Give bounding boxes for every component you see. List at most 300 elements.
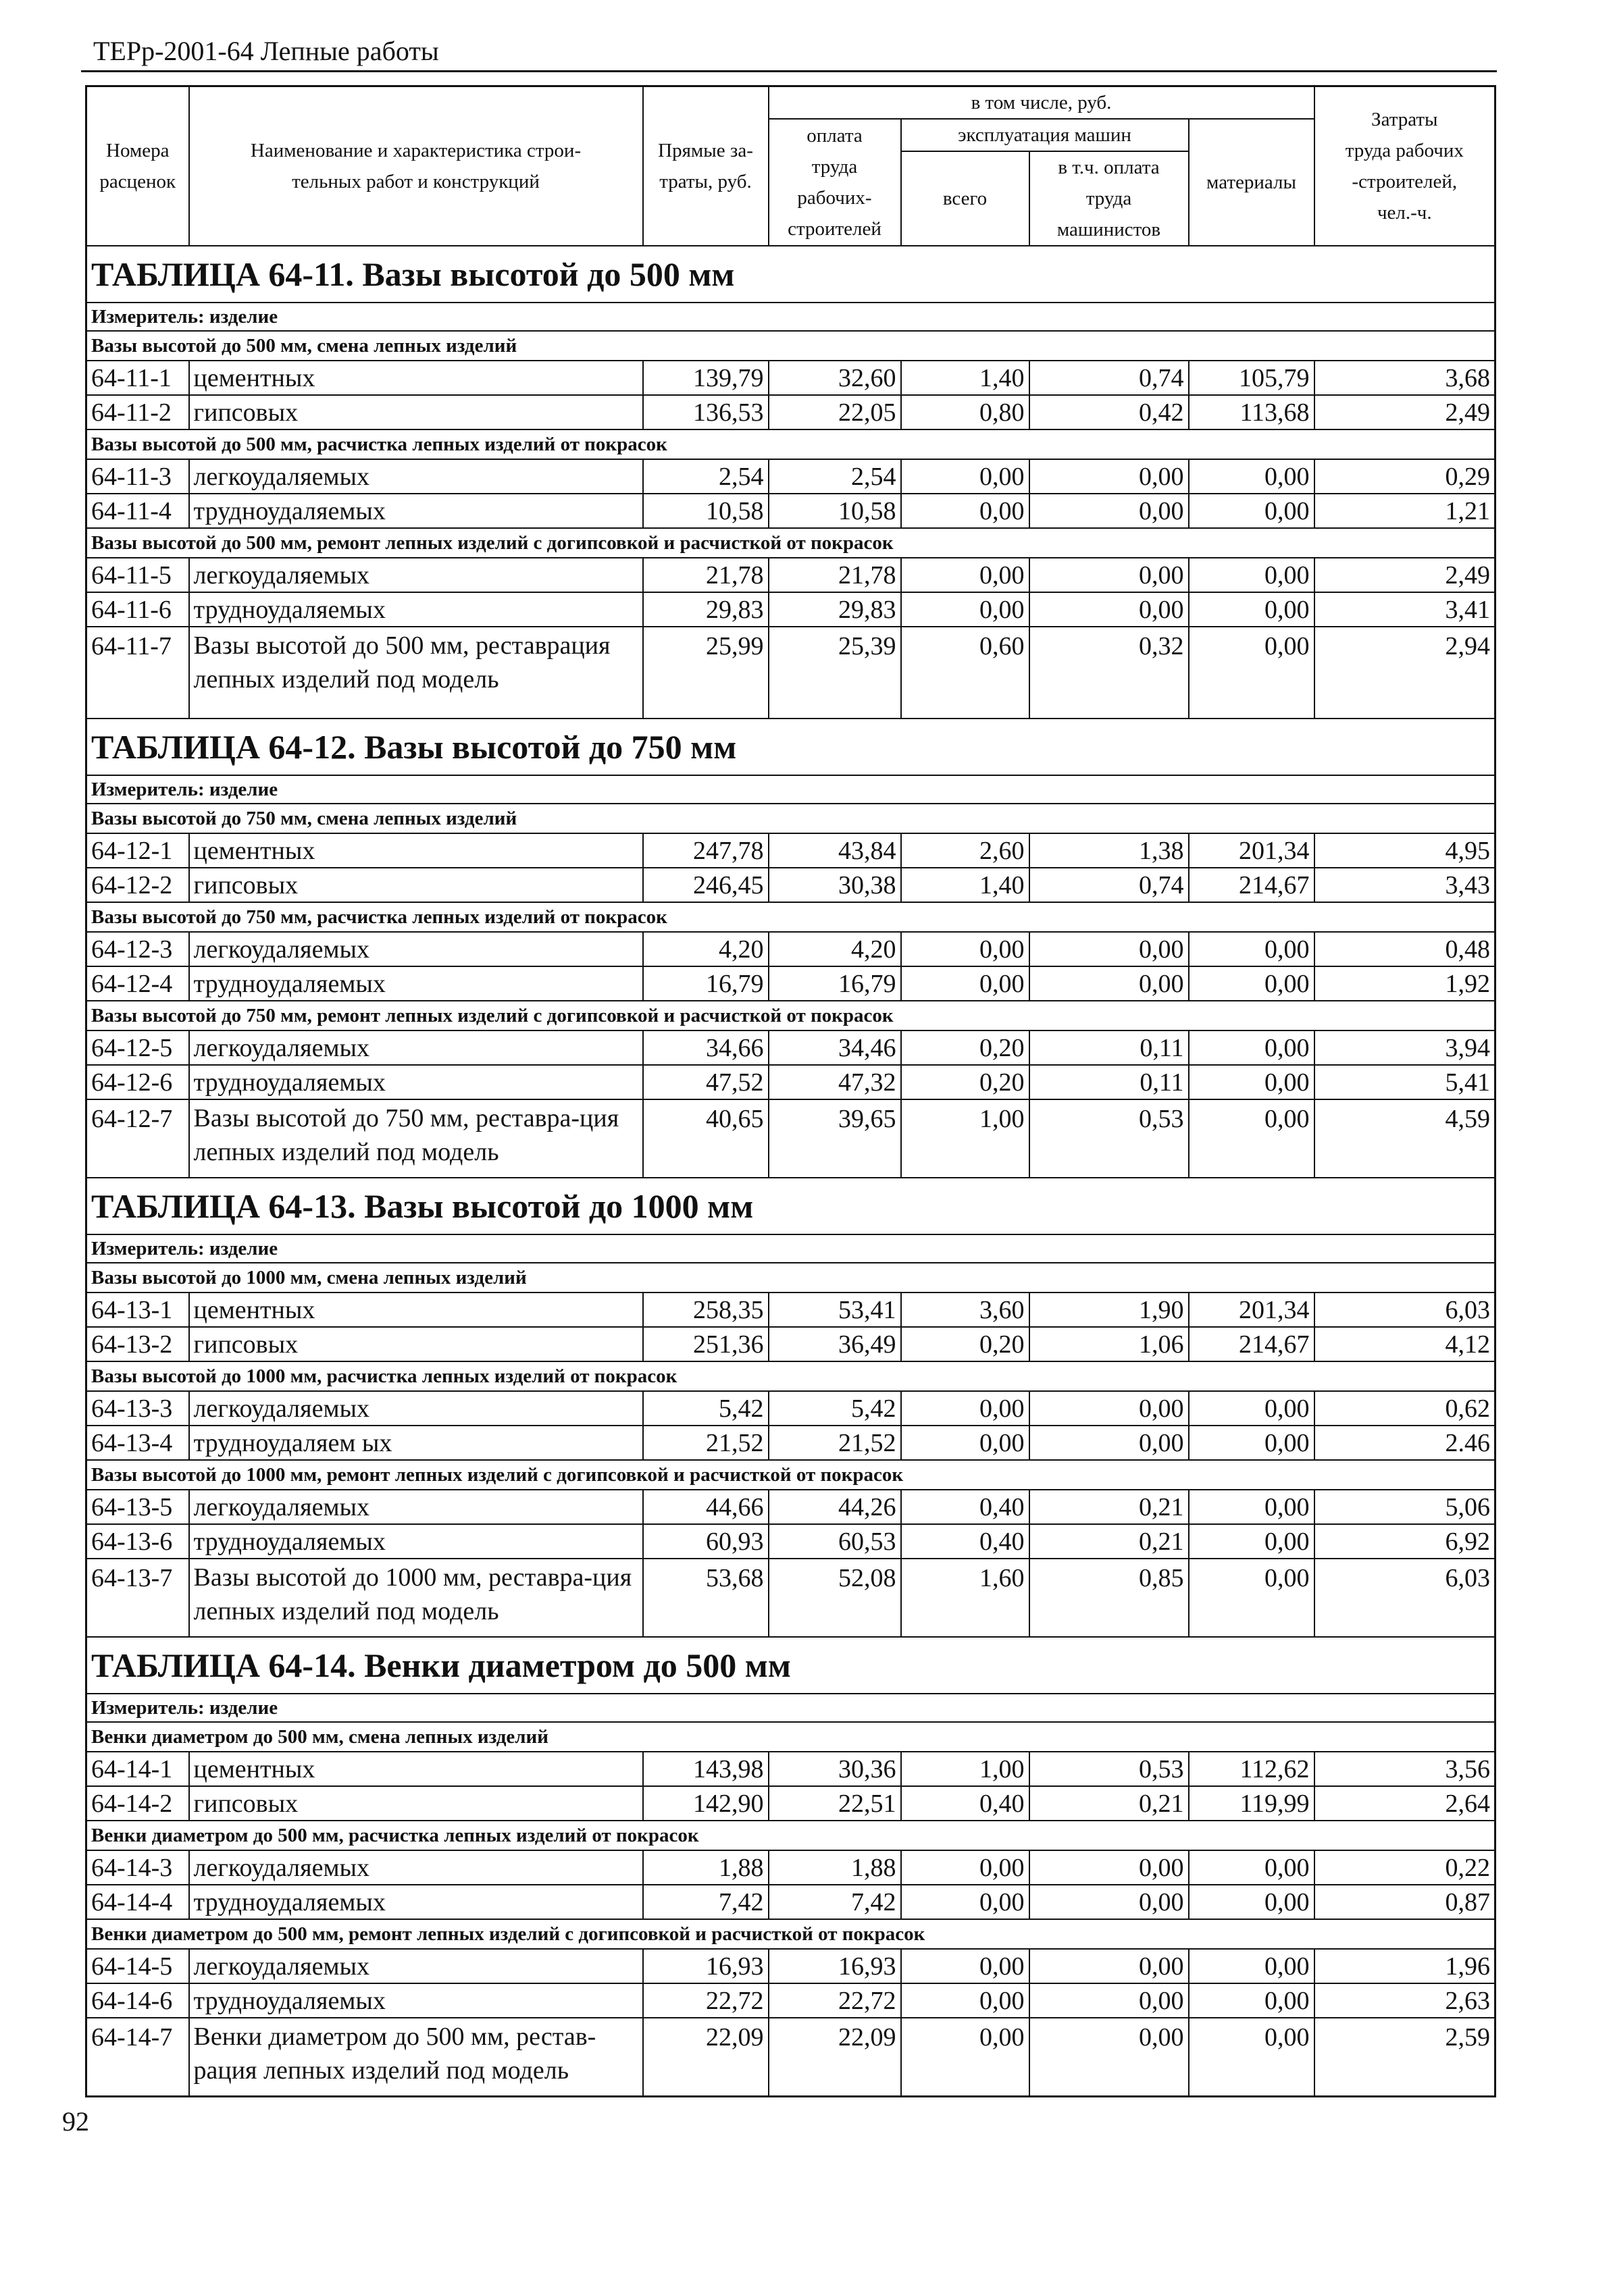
value-cell: 5,41 (1314, 1065, 1495, 1099)
col-header-materials: материалы (1189, 119, 1314, 246)
rate-code: 64-12-6 (86, 1065, 189, 1099)
value-cell: 0,00 (1189, 592, 1314, 627)
value-cell: 5,42 (769, 1391, 901, 1426)
value-cell: 30,36 (769, 1752, 901, 1786)
value-cell: 36,49 (769, 1327, 901, 1361)
table-row (86, 1030, 1495, 1065)
work-name: легкоудаляемых (189, 932, 643, 966)
value-cell: 0,00 (1029, 592, 1189, 627)
table-row (86, 1949, 1495, 1983)
value-cell: 2,59 (1314, 2018, 1495, 2097)
group-label: Вазы высотой до 500 мм, смена лепных изделий (86, 331, 1495, 361)
value-cell: 0,00 (1189, 2018, 1314, 2097)
table-row (86, 1983, 1495, 2018)
value-cell: 40,65 (643, 1099, 769, 1178)
value-cell: 60,93 (643, 1524, 769, 1559)
meter-row (86, 775, 1495, 804)
rate-code: 64-12-1 (86, 833, 189, 868)
value-cell: 0,53 (1029, 1099, 1189, 1178)
value-cell: 0,00 (901, 494, 1029, 528)
table-meter: Измеритель: изделие (86, 303, 1495, 331)
group-row (86, 902, 1495, 932)
group-label: Вазы высотой до 1000 мм, смена лепных изделий (86, 1263, 1495, 1293)
value-cell: 2,49 (1314, 558, 1495, 592)
value-cell: 0,00 (1029, 2018, 1189, 2097)
value-cell: 4,95 (1314, 833, 1495, 868)
value-cell: 2,94 (1314, 627, 1495, 719)
rate-code: 64-12-5 (86, 1030, 189, 1065)
value-cell: 0,00 (901, 966, 1029, 1001)
group-label: Вазы высотой до 750 мм, ремонт лепных изделий с догипсовкой и расчисткой от покрасок (86, 1001, 1495, 1030)
group-label: Венки диаметром до 500 мм, расчистка лепных изделий от покрасок (86, 1821, 1495, 1850)
header-rule (81, 70, 1497, 72)
rate-code: 64-14-4 (86, 1885, 189, 1919)
table-row (86, 395, 1495, 429)
value-cell: 16,93 (643, 1949, 769, 1983)
rate-code: 64-13-6 (86, 1524, 189, 1559)
rate-code: 64-13-5 (86, 1490, 189, 1524)
table-row (86, 1293, 1495, 1327)
value-cell: 34,66 (643, 1030, 769, 1065)
value-cell: 16,79 (769, 966, 901, 1001)
group-row (86, 331, 1495, 361)
value-cell: 0,00 (1029, 1850, 1189, 1885)
work-name: Венки диаметром до 500 мм, рестав-рация лепных изделий под модель (189, 2018, 643, 2097)
table-row (86, 966, 1495, 1001)
value-cell: 0,00 (1189, 1949, 1314, 1983)
work-name: легкоудаляемых (189, 1490, 643, 1524)
table-row (86, 1065, 1495, 1099)
value-cell: 0,00 (1189, 627, 1314, 719)
work-name: трудноудаляем ых (189, 1426, 643, 1460)
value-cell: 0,00 (1189, 1099, 1314, 1178)
page-number: 92 (62, 2106, 89, 2137)
value-cell: 44,66 (643, 1490, 769, 1524)
table-title-row (86, 1637, 1495, 1694)
value-cell: 0,21 (1029, 1786, 1189, 1821)
page-header: ТЕРр-2001-64 Лепные работы (93, 36, 439, 66)
value-cell: 3,60 (901, 1293, 1029, 1327)
col-header-direct: Прямые за- траты, руб. (643, 86, 769, 246)
value-cell: 0,20 (901, 1030, 1029, 1065)
table-row (86, 627, 1495, 719)
col-header-mach-wages: в т.ч. оплата труда машинистов (1029, 151, 1189, 246)
value-cell: 0,21 (1029, 1524, 1189, 1559)
value-cell: 0,00 (901, 932, 1029, 966)
value-cell: 113,68 (1189, 395, 1314, 429)
value-cell: 2,64 (1314, 1786, 1495, 1821)
value-cell: 4,20 (769, 932, 901, 966)
value-cell: 0,74 (1029, 361, 1189, 395)
value-cell: 1,90 (1029, 1293, 1189, 1327)
rate-code: 64-14-2 (86, 1786, 189, 1821)
value-cell: 1,88 (643, 1850, 769, 1885)
table-row (86, 1327, 1495, 1361)
value-cell: 0,00 (1189, 1426, 1314, 1460)
col-header-wages: оплата труда рабочих- строителей (769, 119, 901, 246)
rate-code: 64-11-7 (86, 627, 189, 719)
table-title-row (86, 1178, 1495, 1234)
work-name: трудноудаляемых (189, 966, 643, 1001)
col-header-machines: эксплуатация машин (901, 119, 1189, 151)
value-cell: 0,53 (1029, 1752, 1189, 1786)
rate-code: 64-12-3 (86, 932, 189, 966)
value-cell: 1,40 (901, 361, 1029, 395)
value-cell: 0,00 (901, 1983, 1029, 2018)
value-cell: 0,00 (1029, 558, 1189, 592)
value-cell: 0,00 (1189, 558, 1314, 592)
table-row (86, 932, 1495, 966)
work-name: цементных (189, 1293, 643, 1327)
value-cell: 2,54 (769, 459, 901, 494)
work-name: легкоудаляемых (189, 1949, 643, 1983)
rate-code: 64-12-2 (86, 868, 189, 902)
value-cell: 0,32 (1029, 627, 1189, 719)
work-name: легкоудаляемых (189, 558, 643, 592)
value-cell: 30,38 (769, 868, 901, 902)
value-cell: 0,40 (901, 1524, 1029, 1559)
value-cell: 21,52 (643, 1426, 769, 1460)
value-cell: 16,93 (769, 1949, 901, 1983)
work-name: трудноудаляемых (189, 592, 643, 627)
value-cell: 5,42 (643, 1391, 769, 1426)
value-cell: 1,96 (1314, 1949, 1495, 1983)
value-cell: 0,87 (1314, 1885, 1495, 1919)
table-row (86, 1752, 1495, 1786)
table-body (86, 246, 1495, 2097)
value-cell: 246,45 (643, 868, 769, 902)
value-cell: 0,00 (901, 558, 1029, 592)
table-title: ТАБЛИЦА 64-11. Вазы высотой до 500 мм (86, 246, 1495, 303)
value-cell: 0,48 (1314, 932, 1495, 966)
value-cell: 0,74 (1029, 868, 1189, 902)
value-cell: 112,62 (1189, 1752, 1314, 1786)
value-cell: 0,00 (1189, 1885, 1314, 1919)
value-cell: 22,09 (643, 2018, 769, 2097)
value-cell: 5,06 (1314, 1490, 1495, 1524)
table-meter: Измеритель: изделие (86, 775, 1495, 804)
group-label: Вазы высотой до 750 мм, смена лепных изделий (86, 804, 1495, 833)
table-row (86, 1786, 1495, 1821)
table-row (86, 2018, 1495, 2097)
value-cell: 201,34 (1189, 1293, 1314, 1327)
value-cell: 47,32 (769, 1065, 901, 1099)
value-cell: 0,00 (1189, 1850, 1314, 1885)
value-cell: 0,22 (1314, 1850, 1495, 1885)
value-cell: 0,20 (901, 1327, 1029, 1361)
group-row (86, 1919, 1495, 1949)
table-row (86, 1850, 1495, 1885)
work-name: цементных (189, 361, 643, 395)
value-cell: 201,34 (1189, 833, 1314, 868)
rate-code: 64-11-4 (86, 494, 189, 528)
value-cell: 2.46 (1314, 1426, 1495, 1460)
value-cell: 0,00 (901, 1850, 1029, 1885)
rate-code: 64-14-6 (86, 1983, 189, 2018)
value-cell: 0,00 (901, 1426, 1029, 1460)
value-cell: 53,41 (769, 1293, 901, 1327)
rate-code: 64-11-1 (86, 361, 189, 395)
col-header-incl: в том числе, руб. (769, 86, 1314, 120)
group-label: Венки диаметром до 500 мм, смена лепных изделий (86, 1722, 1495, 1752)
value-cell: 247,78 (643, 833, 769, 868)
rate-code: 64-13-3 (86, 1391, 189, 1426)
value-cell: 0,40 (901, 1786, 1029, 1821)
value-cell: 22,05 (769, 395, 901, 429)
value-cell: 3,94 (1314, 1030, 1495, 1065)
value-cell: 258,35 (643, 1293, 769, 1327)
rate-code: 64-13-7 (86, 1559, 189, 1637)
value-cell: 6,03 (1314, 1293, 1495, 1327)
value-cell: 1,38 (1029, 833, 1189, 868)
value-cell: 0,00 (901, 2018, 1029, 2097)
value-cell: 3,43 (1314, 868, 1495, 902)
value-cell: 10,58 (643, 494, 769, 528)
value-cell: 139,79 (643, 361, 769, 395)
value-cell: 0,00 (1189, 1983, 1314, 2018)
value-cell: 0,00 (1189, 1490, 1314, 1524)
value-cell: 0,00 (1189, 1524, 1314, 1559)
group-label: Вазы высотой до 1000 мм, расчистка лепных изделий от покрасок (86, 1361, 1495, 1391)
value-cell: 0,00 (1189, 1391, 1314, 1426)
group-label: Вазы высотой до 500 мм, расчистка лепных изделий от покрасок (86, 429, 1495, 459)
value-cell: 0,29 (1314, 459, 1495, 494)
value-cell: 0,85 (1029, 1559, 1189, 1637)
value-cell: 22,09 (769, 2018, 901, 2097)
group-row (86, 528, 1495, 558)
value-cell: 0,00 (901, 1949, 1029, 1983)
value-cell: 6,03 (1314, 1559, 1495, 1637)
value-cell: 0,20 (901, 1065, 1029, 1099)
col-header-name: Наименование и характеристика строи- тельных работ и конструкций (189, 86, 643, 246)
work-name: легкоудаляемых (189, 459, 643, 494)
work-name: легкоудаляемых (189, 1391, 643, 1426)
meter-row (86, 1234, 1495, 1263)
col-header-labor: Затраты труда рабочих -строителей, чел.-ч. (1314, 86, 1495, 246)
col-header-code: Номера расценок (86, 86, 189, 246)
col-header-mach-total: всего (901, 151, 1029, 246)
work-name: Вазы высотой до 750 мм, реставра-ция лепных изделий под модель (189, 1099, 643, 1178)
table-title-row (86, 719, 1495, 775)
rate-code: 64-11-3 (86, 459, 189, 494)
table-row (86, 558, 1495, 592)
value-cell: 53,68 (643, 1559, 769, 1637)
value-cell: 143,98 (643, 1752, 769, 1786)
value-cell: 0,00 (901, 459, 1029, 494)
table-row (86, 459, 1495, 494)
group-row (86, 429, 1495, 459)
group-row (86, 804, 1495, 833)
value-cell: 2,63 (1314, 1983, 1495, 2018)
table-meter: Измеритель: изделие (86, 1694, 1495, 1722)
value-cell: 6,92 (1314, 1524, 1495, 1559)
value-cell: 0,00 (1029, 932, 1189, 966)
value-cell: 39,65 (769, 1099, 901, 1178)
value-cell: 0,00 (1189, 459, 1314, 494)
value-cell: 0,00 (1029, 1426, 1189, 1460)
table-title: ТАБЛИЦА 64-12. Вазы высотой до 750 мм (86, 719, 1495, 775)
work-name: цементных (189, 1752, 643, 1786)
table-row (86, 1391, 1495, 1426)
value-cell: 52,08 (769, 1559, 901, 1637)
table-header (86, 86, 1495, 246)
value-cell: 0,00 (1189, 932, 1314, 966)
value-cell: 44,26 (769, 1490, 901, 1524)
value-cell: 4,59 (1314, 1099, 1495, 1178)
work-name: гипсовых (189, 868, 643, 902)
value-cell: 136,53 (643, 395, 769, 429)
value-cell: 32,60 (769, 361, 901, 395)
table-row (86, 1490, 1495, 1524)
value-cell: 0,11 (1029, 1030, 1189, 1065)
work-name: гипсовых (189, 395, 643, 429)
value-cell: 25,39 (769, 627, 901, 719)
value-cell: 0,00 (1189, 1065, 1314, 1099)
group-label: Венки диаметром до 500 мм, ремонт лепных изделий с догипсовкой и расчисткой от покрасок (86, 1919, 1495, 1949)
group-row (86, 1001, 1495, 1030)
value-cell: 0,00 (1189, 1559, 1314, 1637)
rate-code: 64-11-5 (86, 558, 189, 592)
value-cell: 29,83 (643, 592, 769, 627)
value-cell: 0,00 (901, 592, 1029, 627)
value-cell: 1,40 (901, 868, 1029, 902)
value-cell: 1,92 (1314, 966, 1495, 1001)
group-label: Вазы высотой до 750 мм, расчистка лепных изделий от покрасок (86, 902, 1495, 932)
value-cell: 21,52 (769, 1426, 901, 1460)
rate-code: 64-11-2 (86, 395, 189, 429)
table-meter: Измеритель: изделие (86, 1234, 1495, 1263)
value-cell: 1,00 (901, 1099, 1029, 1178)
table-title: ТАБЛИЦА 64-14. Венки диаметром до 500 мм (86, 1637, 1495, 1694)
rate-code: 64-14-1 (86, 1752, 189, 1786)
value-cell: 0,11 (1029, 1065, 1189, 1099)
value-cell: 22,72 (769, 1983, 901, 2018)
value-cell: 0,00 (1029, 1949, 1189, 1983)
group-row (86, 1460, 1495, 1490)
value-cell: 1,06 (1029, 1327, 1189, 1361)
work-name: трудноудаляемых (189, 1524, 643, 1559)
table-row (86, 1524, 1495, 1559)
work-name: трудноудаляемых (189, 1885, 643, 1919)
value-cell: 3,41 (1314, 592, 1495, 627)
value-cell: 43,84 (769, 833, 901, 868)
table-title-row (86, 246, 1495, 303)
rate-code: 64-12-7 (86, 1099, 189, 1178)
value-cell: 0,00 (901, 1885, 1029, 1919)
meter-row (86, 303, 1495, 331)
value-cell: 251,36 (643, 1327, 769, 1361)
value-cell: 4,20 (643, 932, 769, 966)
work-name: гипсовых (189, 1327, 643, 1361)
table-row (86, 833, 1495, 868)
value-cell: 0,00 (1189, 966, 1314, 1001)
value-cell: 0,21 (1029, 1490, 1189, 1524)
value-cell: 105,79 (1189, 361, 1314, 395)
value-cell: 0,80 (901, 395, 1029, 429)
work-name: Вазы высотой до 1000 мм, реставра-ция лепных изделий под модель (189, 1559, 643, 1637)
value-cell: 2,54 (643, 459, 769, 494)
value-cell: 3,68 (1314, 361, 1495, 395)
table-row (86, 1099, 1495, 1178)
value-cell: 0,60 (901, 627, 1029, 719)
value-cell: 0,00 (901, 1391, 1029, 1426)
value-cell: 60,53 (769, 1524, 901, 1559)
value-cell: 0,00 (1029, 1391, 1189, 1426)
value-cell: 22,72 (643, 1983, 769, 2018)
value-cell: 4,12 (1314, 1327, 1495, 1361)
rate-code: 64-14-3 (86, 1850, 189, 1885)
value-cell: 47,52 (643, 1065, 769, 1099)
value-cell: 0,00 (1029, 494, 1189, 528)
value-cell: 0,42 (1029, 395, 1189, 429)
value-cell: 1,21 (1314, 494, 1495, 528)
group-row (86, 1361, 1495, 1391)
value-cell: 2,49 (1314, 395, 1495, 429)
value-cell: 214,67 (1189, 1327, 1314, 1361)
value-cell: 142,90 (643, 1786, 769, 1821)
value-cell: 0,00 (1029, 1983, 1189, 2018)
value-cell: 21,78 (643, 558, 769, 592)
work-name: трудноудаляемых (189, 1983, 643, 2018)
value-cell: 0,00 (1029, 966, 1189, 1001)
value-cell: 0,40 (901, 1490, 1029, 1524)
work-name: легкоудаляемых (189, 1030, 643, 1065)
value-cell: 0,00 (1029, 459, 1189, 494)
value-cell: 0,00 (1029, 1885, 1189, 1919)
value-cell: 1,00 (901, 1752, 1029, 1786)
work-name: трудноудаляемых (189, 1065, 643, 1099)
value-cell: 29,83 (769, 592, 901, 627)
value-cell: 0,62 (1314, 1391, 1495, 1426)
group-label: Вазы высотой до 1000 мм, ремонт лепных изделий с догипсовкой и расчисткой от покрасок (86, 1460, 1495, 1490)
work-name: легкоудаляемых (189, 1850, 643, 1885)
rate-code: 64-14-5 (86, 1949, 189, 1983)
work-name: Вазы высотой до 500 мм, реставрация лепных изделий под модель (189, 627, 643, 719)
value-cell: 7,42 (769, 1885, 901, 1919)
rates-table (85, 85, 1496, 2097)
table-row (86, 494, 1495, 528)
group-label: Вазы высотой до 500 мм, ремонт лепных изделий с догипсовкой и расчисткой от покрасок (86, 528, 1495, 558)
work-name: цементных (189, 833, 643, 868)
value-cell: 0,00 (1189, 494, 1314, 528)
meter-row (86, 1694, 1495, 1722)
rate-code: 64-13-2 (86, 1327, 189, 1361)
value-cell: 0,00 (1189, 1030, 1314, 1065)
value-cell: 16,79 (643, 966, 769, 1001)
value-cell: 7,42 (643, 1885, 769, 1919)
table-row (86, 592, 1495, 627)
group-row (86, 1722, 1495, 1752)
value-cell: 1,88 (769, 1850, 901, 1885)
rate-code: 64-14-7 (86, 2018, 189, 2097)
rate-code: 64-12-4 (86, 966, 189, 1001)
value-cell: 3,56 (1314, 1752, 1495, 1786)
table-row (86, 361, 1495, 395)
table-row (86, 1885, 1495, 1919)
rate-code: 64-13-4 (86, 1426, 189, 1460)
value-cell: 214,67 (1189, 868, 1314, 902)
value-cell: 22,51 (769, 1786, 901, 1821)
value-cell: 2,60 (901, 833, 1029, 868)
value-cell: 25,99 (643, 627, 769, 719)
table-row (86, 1426, 1495, 1460)
table-row (86, 1559, 1495, 1637)
work-name: гипсовых (189, 1786, 643, 1821)
value-cell: 34,46 (769, 1030, 901, 1065)
table-row (86, 868, 1495, 902)
value-cell: 1,60 (901, 1559, 1029, 1637)
value-cell: 119,99 (1189, 1786, 1314, 1821)
